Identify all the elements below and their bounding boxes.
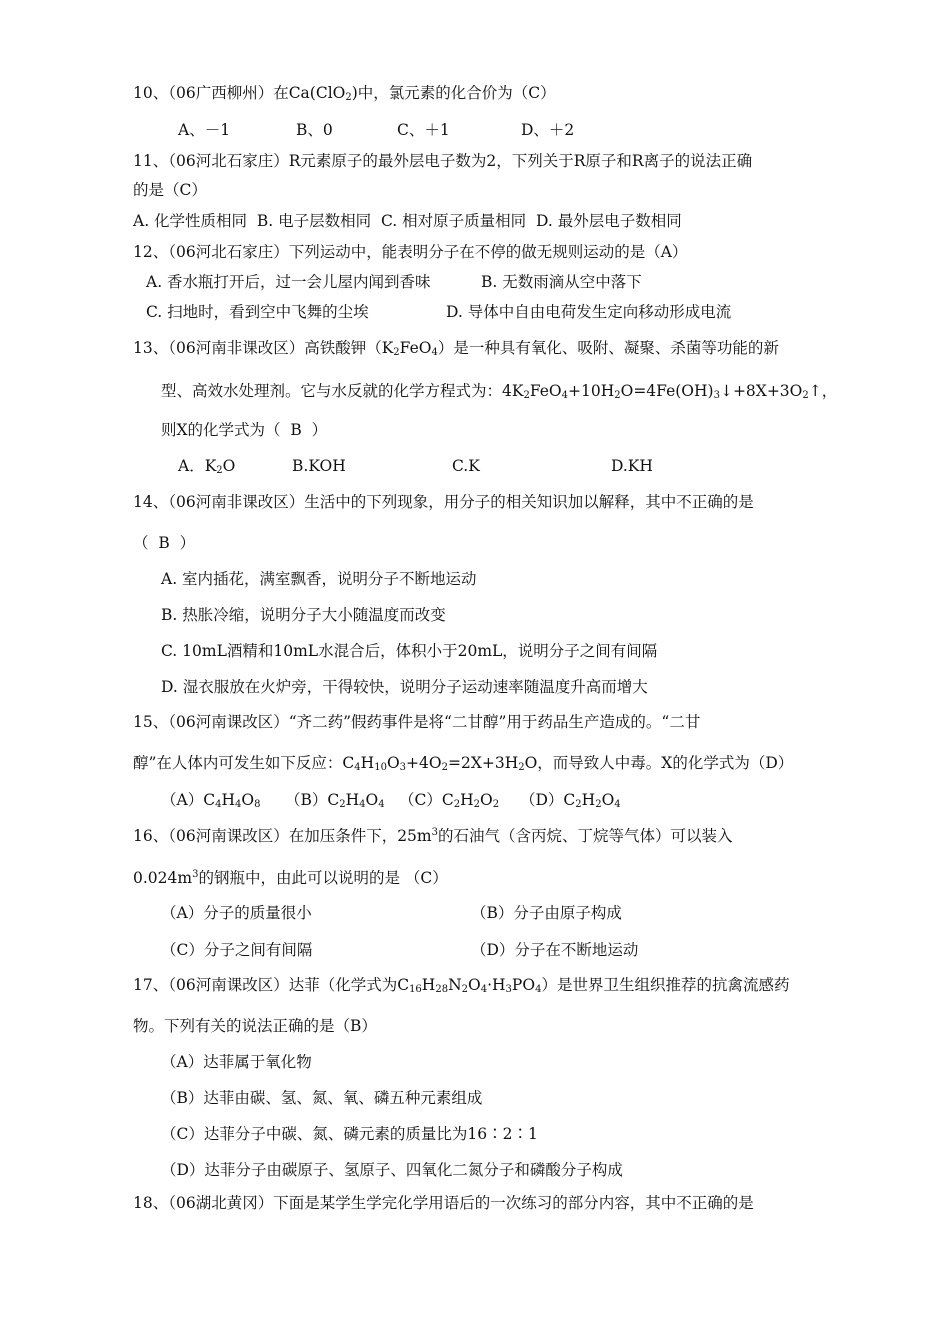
- q11-options: A. 化学性质相同 B. 电子层数相同 C. 相对原子质量相同 D. 最外层电子数相同: [133, 212, 682, 230]
- q16-option-b: （B）分子由原子构成: [471, 904, 622, 922]
- q16-option-a: （A）分子的质量很小: [161, 904, 312, 922]
- q17-option-b: （B）达菲由碳、氢、氮、氧、磷五种元素组成: [161, 1089, 483, 1107]
- q13-stem-line2: 型、高效水处理剂。它与水反就的化学方程式为：$4K_2FeO_4+10H_2O=4Fe(OH)_3↓+8X+3O_2↑$，: [161, 382, 838, 401]
- q15-stem-line1: 15、（06河南课改区）“齐二药”假药事件是将“二甘醇”用于药品生产造成的。“二甘: [133, 713, 701, 731]
- q14-option-d: D. 湿衣服放在火炉旁，干得较快，说明分子运动速率随温度升高而增大: [161, 678, 648, 696]
- q14-option-c: C. 10mL酒精和10mL水混合后，体积小于20mL，说明分子之间有间隔: [161, 642, 658, 660]
- q14-option-a: A. 室内插花，满室飘香，说明分子不断地运动: [161, 570, 477, 588]
- q16-option-d: （D）分子在不断地运动: [471, 941, 639, 959]
- q15-stem-line2: 醇”在人体内可发生如下反应：$C_4H_{10}O_3+4O_2=2X+3H_2O$，而导致人中毒。X的化学式为（D）: [133, 754, 794, 773]
- q12-option-a: A. 香水瓶打开后，过一会儿屋内闻到香味: [146, 273, 431, 291]
- q17-stem-line2: 物。下列有关的说法正确的是（B）: [133, 1017, 377, 1035]
- q10-option-d: D、＋2: [521, 121, 575, 139]
- q12-option-b: B. 无数雨滴从空中落下: [481, 273, 642, 291]
- q13-option-b: B.KOH: [292, 457, 346, 475]
- q13-option-d: D.KH: [611, 457, 653, 475]
- q16-stem-line2: $0.024m^3$的钢瓶中，由此可以说明的是 （C）: [133, 869, 448, 887]
- q15-option-c: $(C)C_2H_2O_2$: [399, 791, 500, 810]
- q14-stem-line2: （ B ）: [133, 534, 196, 552]
- q10-stem: 10、（06广西柳州）在Ca(ClO$_2$)中，氯元素的化合价为（C）: [133, 84, 556, 103]
- q10-option-c: C、＋1: [397, 121, 450, 139]
- q15-option-a: $(A)C_4H_4O_8$: [161, 791, 261, 810]
- q16-option-c: （C）分子之间有间隔: [161, 941, 313, 959]
- q15-option-d: $(D)C_2H_2O_4$: [520, 791, 621, 810]
- q12-option-d: D. 导体中自由电荷发生定向移动形成电流: [446, 303, 732, 321]
- q10-option-a: A、－1: [178, 121, 231, 139]
- q17-option-c: （C）达菲分子中碳、氮、磷元素的质量比为16∶2∶1: [161, 1125, 538, 1143]
- q12-stem: 12、（06河北石家庄）下列运动中，能表明分子在不停的做无规则运动的是（A）: [133, 243, 688, 261]
- q16-stem-line1: 16、（06河南课改区）在加压条件下，$25m^3$的石油气（含丙烷、丁烷等气体）可以装入: [133, 827, 733, 845]
- q13-option-c: C.K: [452, 457, 480, 475]
- q15-option-b: $(B)C_2H_4O_4$: [285, 791, 385, 810]
- q17-option-d: （D）达菲分子由碳原子、氢原子、四氧化二氮分子和磷酸分子构成: [161, 1161, 623, 1179]
- q11-stem-line2: 的是（C）: [133, 181, 207, 199]
- q18-stem-line1: 18、（06湖北黄冈）下面是某学生学完化学用语后的一次练习的部分内容，其中不正确的是: [133, 1194, 754, 1212]
- q17-stem-line1: 17、（06河南课改区）达菲（化学式为$C_{16}H_{28}N_2O_4\cdot H_3PO_4$）是世界卫生组织推荐的抗禽流感药: [133, 976, 790, 995]
- q11-stem-line1: 11、（06河北石家庄）R元素原子的最外层电子数为2，下列关于R原子和R离子的说法正确: [133, 152, 753, 170]
- q13-option-a: A．$K_2O$: [178, 457, 236, 476]
- q12-option-c: C. 扫地时，看到空中飞舞的尘埃: [146, 303, 369, 321]
- q14-option-b: B. 热胀冷缩，说明分子大小随温度而改变: [161, 606, 446, 624]
- q17-option-a: （A）达菲属于氧化物: [161, 1053, 312, 1071]
- q13-stem-line3: 则X的化学式为（ B ）: [161, 421, 328, 439]
- q10-option-b: B、0: [296, 121, 333, 139]
- q14-stem-line1: 14、（06河南非课改区）生活中的下列现象，用分子的相关知识加以解释，其中不正确的是: [133, 493, 754, 511]
- q13-stem-line1: 13、（06河南非课改区）高铁酸钾$(K_2FeO_4)$是一种具有氧化、吸附、凝聚、杀菌等功能的新: [133, 339, 779, 358]
